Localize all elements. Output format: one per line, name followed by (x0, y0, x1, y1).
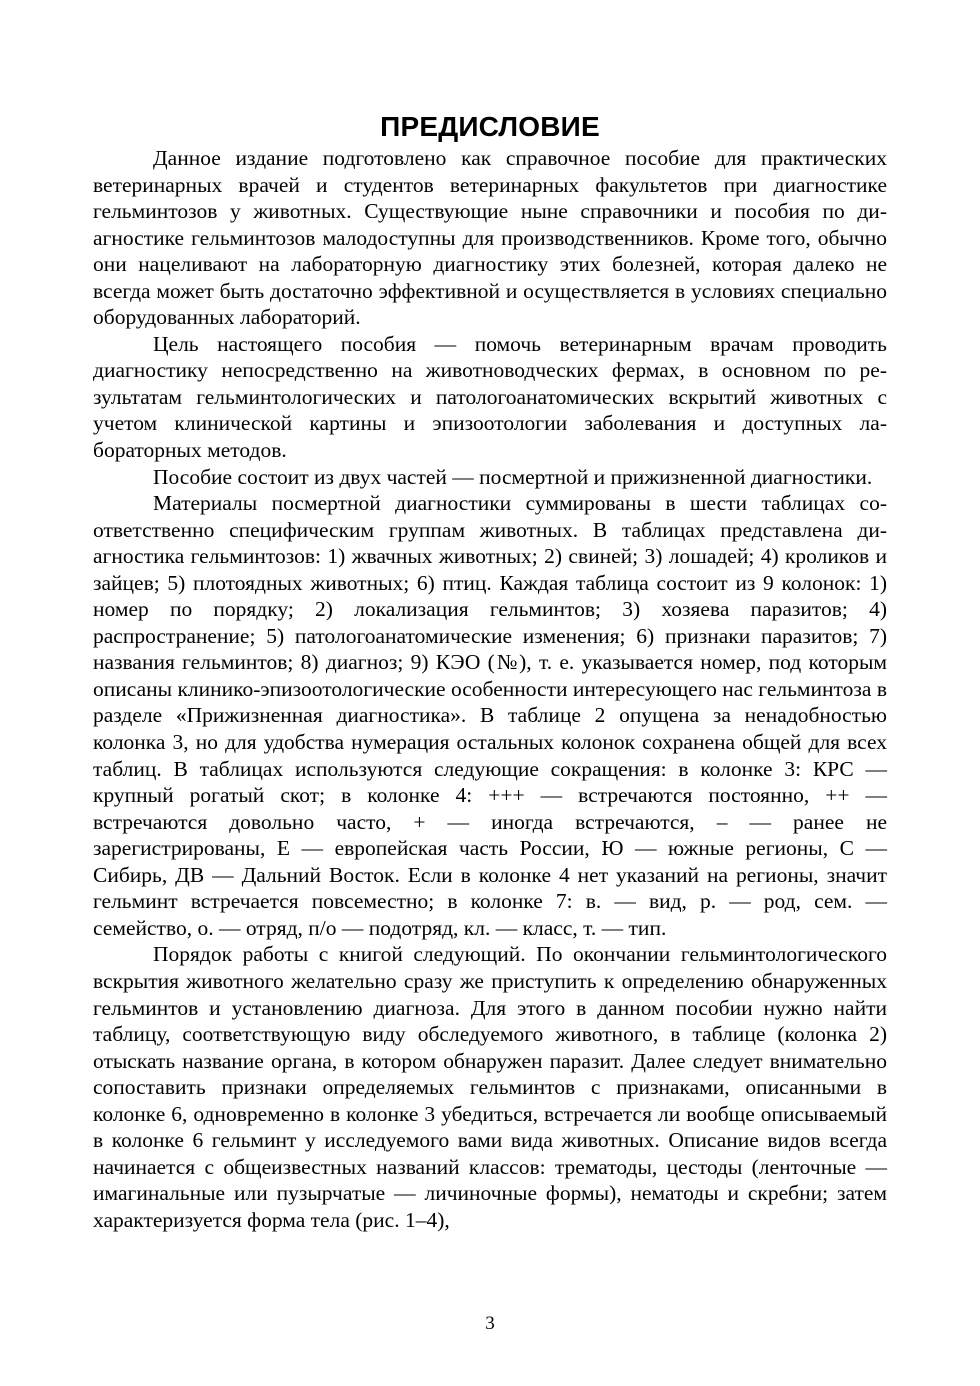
paragraph-purpose: Цель настоящего пособия — помочь ветеринарным врачам проводить диагностику непосредственно на животноводческих фермах, в основном по результатам гельминтологических и патологоанатомических вскрытий животных с учетом клинической картины и эпизоотологии заболевания и доступных лабораторных методов. (93, 331, 887, 463)
paragraph-workflow: Порядок работы с книгой следующий. По окончании гельминтологического вскрытия животного желательно сразу же приступить к определению обнаруженных гельминтов и установлению диагноза. Для этого в данном пособии нужно найти таблицу, соответствующую виду обследуемого животного, в таблице (колонка 2) отыскать название органа, в котором обнаружен паразит. Далее следует внимательно сопоставить признаки определяемых гельминтов с признаками, описанными в колонке 6, одновременно в колонке 3 убедиться, встречается ли вообще описываемый в колонке 6 гельминт у исследуемого вами вида животных. Описание видов всегда начинается с общеизвестных названий классов: трематоды, цестоды (ленточные — имагинальные или пузырчатые — личиночные формы), нематоды и скребни; затем характеризуется форма тела (рис. 1–4), (93, 942, 887, 1232)
page-title: ПРЕДИСЛОВИЕ (380, 110, 600, 142)
page-number: 3 (485, 1313, 495, 1334)
paragraph-intro: Данное издание подготовлено как справочное пособие для практических ветеринарных врачей и студентов ветеринарных факультетов при диагностике гельминтозов у животных. Существующие ныне справочники и пособия по диагностике гельминтозов малодоступны для производственников. Кроме того, обычно они нацеливают на лабораторную диагностику этих болезней, которая далеко не всегда может быть достаточно эффективной и осуществляется в условиях специально оборудованных лабораторий. (93, 146, 887, 330)
paragraph-tables: Материалы посмертной диагностики суммированы в шести таблицах соответственно специфическим группам животных. В таблицах представлена диагностика гельминтозов: 1) жвачных животных; 2) свиней; 3) лошадей; 4) кроликов и зайцев; 5) плотоядных животных; 6) птиц. Каждая таблица состоит из 9 колонок: 1) номер по порядку; 2) локализация гельминтов; 3) хозяева паразитов; 4) распространение; 5) патологоанатомические изменения; 6) признаки паразитов; 7) названия гельминтов; 8) диагноз; 9) КЭО (№), т. е. указывается номер, под которым описаны клинико-эпизоотологические особенности интересующего нас гельминтоза в разделе «Прижизненная диагностика». В таблице 2 опущена за ненадобностью колонка 3, но для удобства нумерация остальных колонок сохранена общей для всех таблиц. В таблицах используются следующие сокращения: в колонке 3: КРС — крупный рогатый скот; в колонке 4: +++ — встречаются постоянно, ++ — встречаются довольно часто, + — иногда встречаются, – — ранее не зарегистрированы, Е — европейская часть России, Ю — южные регионы, С — Сибирь, ДВ — Дальний Восток. Если в колонке 4 нет указаний на регионы, значит гельминт встречается повсеместно; в колонке 7: в. — вид, р. — род, сем. — семейство, о. — отряд, п/о — подотряд, кл. — класс, т. — тип. (93, 491, 887, 940)
paragraph-structure: Пособие состоит из двух частей — посмертной и прижизненной диагностики. (153, 464, 873, 489)
preface-body (93, 145, 887, 1233)
